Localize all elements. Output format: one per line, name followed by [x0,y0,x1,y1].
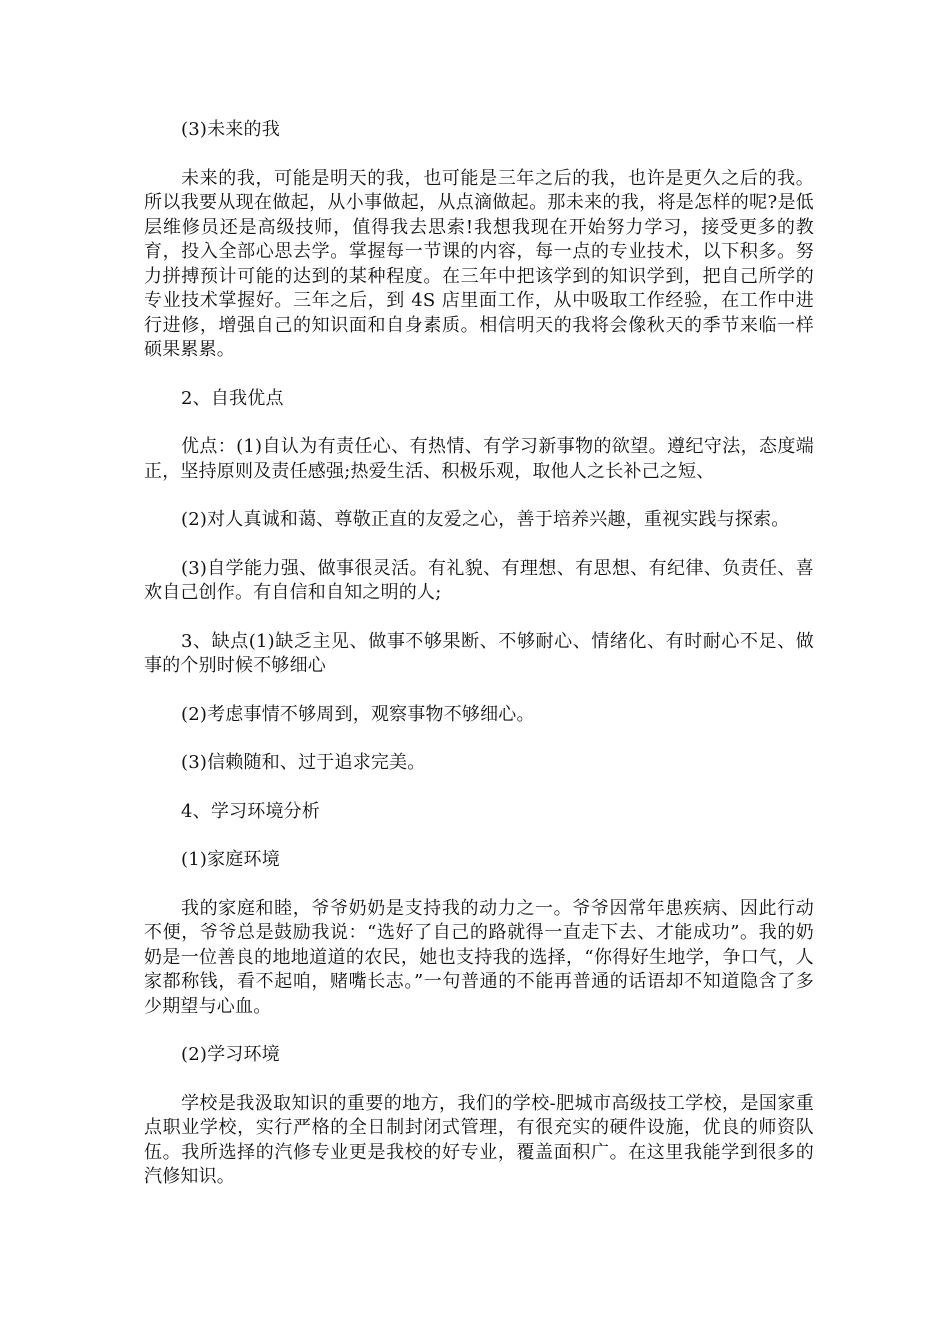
paragraph-weakness-2: (2)考虑事情不够周到，观察事物不够细心。 [181,703,535,725]
paragraph-strength-3: (3)自学能力强、做事很灵活。有礼貌、有理想、有思想、有纪律、负责任、喜欢自己创作。有自信和自知之明的人; [144,557,814,603]
paragraph-strength-2: (2)对人真诚和蔼、尊敬正直的友爱之心，善于培养兴趣，重视实践与探索。 [181,509,790,530]
paragraph-weakness-3: (3)信赖随和、过于追求完美。 [181,752,426,773]
paragraph-family: 我的家庭和睦，爷爷奶奶是支持我的动力之一。爷爷因常年患疾病、因此行动不便，爷爷总是鼓励我说：“选好了自己的路就得一直走下去、才能成功”。我的奶奶是一位善良的地地道道的农民，她也支持我的选择，“你得好生地学，争口气，人家都称钱，看不起咱，赌嘴长志。”一句普通的不能再普通的话语却不知道隐含了多少期望与心血。 [144,897,814,1017]
heading-study: (2)学习环境 [181,1044,280,1065]
heading-environment: 4、学习环境分析 [181,800,321,822]
heading-strengths: 2、自我优点 [181,387,284,409]
paragraph-future-self: 未来的我，可能是明天的我，也可能是三年之后的我，也许是更久之后的我。所以我要从现在做起，从小事做起，从点滴做起。那未来的我，将是怎样的呢?是低层维修员还是高级技师，值得我去思索!我想我现在开始努力学习，接受更多的教育，投入全部心思去学。掌握每一节课的内容，每一点的专业技术，以下积多。努力拼搏预计可能的达到的某种程度。在三年中把该学到的知识学到，把自己所学的专业技术掌握好。三年之后，到 4S 店里面工作，从中吸取工作经验，在工作中进行进修，增强自己的知识面和自身素质。相信明天的我将会像秋天的季节来临一样硕果累累。 [144,167,814,360]
paragraph-study: 学校是我汲取知识的重要的地方，我们的学校-肥城市高级技工学校，是国家重点职业学校，实行严格的全日制封闭式管理，有很充实的硬件设施，优良的师资队伍。我所选择的汽修专业更是我校的好专业，覆盖面积广。在这里我能学到很多的汽修知识。 [144,1092,814,1187]
paragraph-weakness-1: 3、缺点(1)缺乏主见、做事不够果断、不够耐心、情绪化、有时耐心不足、做事的个别时候不够细心 [144,630,814,676]
heading-family: (1)家庭环境 [181,849,280,870]
paragraph-strength-1: 优点：(1)自认为有责任心、有热情、有学习新事物的欲望。遵纪守法，态度端正，坚持原则及责任感强;热爱生活、积极乐观，取他人之长补己之短、 [144,436,814,482]
document-page [144,118,814,1214]
heading-future-self: (3)未来的我 [181,119,280,140]
